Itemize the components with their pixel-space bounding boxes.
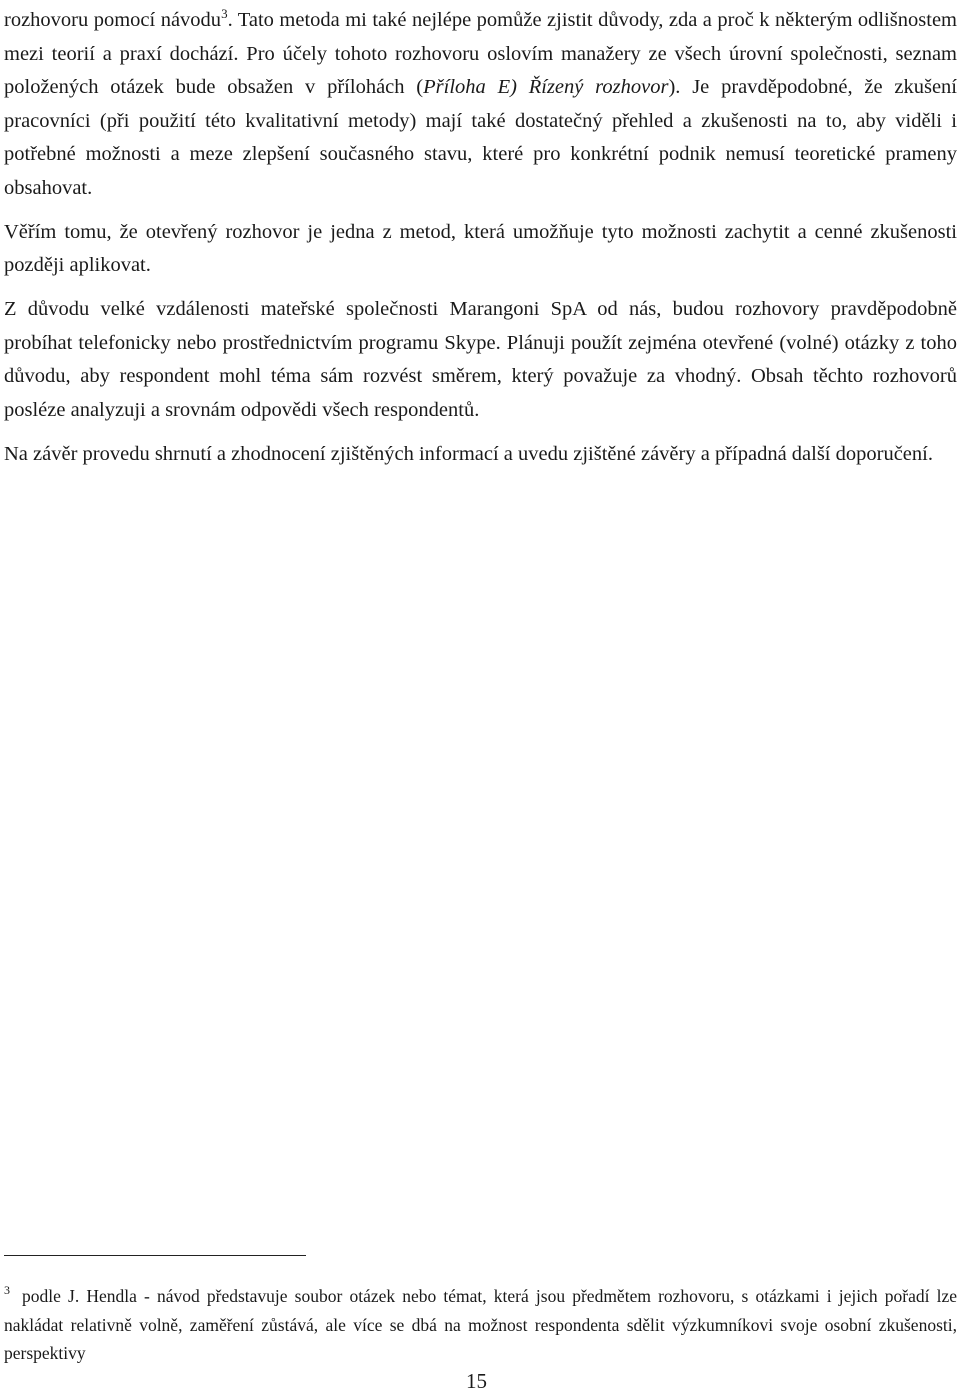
footnote xyxy=(4,1282,957,1368)
appendix-reference: Příloha E) Řízený rozhovor xyxy=(423,76,669,98)
footnote-marker: 3 xyxy=(4,1283,10,1297)
footnote-separator xyxy=(4,1255,306,1256)
paragraph-1-text-end: ). Je pravděpodobné, že zkušení pracovníci (při použití této kvalitativní metody) mají také dostatečný přehled a zkušenosti na to, aby viděli i potřebné možnosti a meze zlepšení současného stavu, které pro konkrétní podnik nemusí teoretické prameny obsahovat. xyxy=(4,76,957,199)
paragraph-1-text-middle: . Tato metoda mi také nejlépe pomůže zjistit důvody, zda a proč k některým odlišnostem mezi teorií a praxí dochází. Pro účely tohoto rozhovoru oslovím manažery ze všech úrovní společnosti, seznam položených otázek bude obsažen v přílohách ( xyxy=(4,9,957,98)
paragraph-1-text-start: rozhovoru pomocí návodu xyxy=(4,9,222,31)
document-page xyxy=(4,0,960,1393)
body-text xyxy=(4,4,957,482)
paragraph-remote-interviews: Z důvodu velké vzdálenosti mateřské společnosti Marangoni SpA od nás, budou rozhovory pravděpodobně probíhat telefonicky nebo prostřednictvím programu Skype. Plánuji použít zejména otevřené (volné) otázky z toho důvodu, aby respondent mohl téma sám rozvést směrem, který považuje za vhodný. Obsah těchto rozhovorů posléze analyzuji a srovnám odpovědi všech respondentů. xyxy=(4,298,957,421)
page-number: 15 xyxy=(466,1369,487,1393)
paragraph-open-interview: Věřím tomu, že otevřený rozhovor je jedna z metod, která umožňuje tyto možnosti zachytit a cenné zkušenosti později aplikovat. xyxy=(4,220,957,276)
paragraph-conclusion: Na závěr provedu shrnutí a zhodnocení zjištěných informací a uvedu zjištěné závěry a případná další doporučení. xyxy=(4,442,933,465)
footnote-reference: 3 xyxy=(221,6,228,21)
paragraph-methodology xyxy=(4,4,957,205)
footnote-text: podle J. Hendla - návod představuje soubor otázek nebo témat, která jsou předmětem rozhovoru, s otázkami i jejich pořadí lze nakládat relativně volně, zaměření zůstává, ale více se dbá na možnost respondenta sdělit výzkumníkovi svoje osobní zkušenosti, perspektivy xyxy=(4,1286,957,1363)
